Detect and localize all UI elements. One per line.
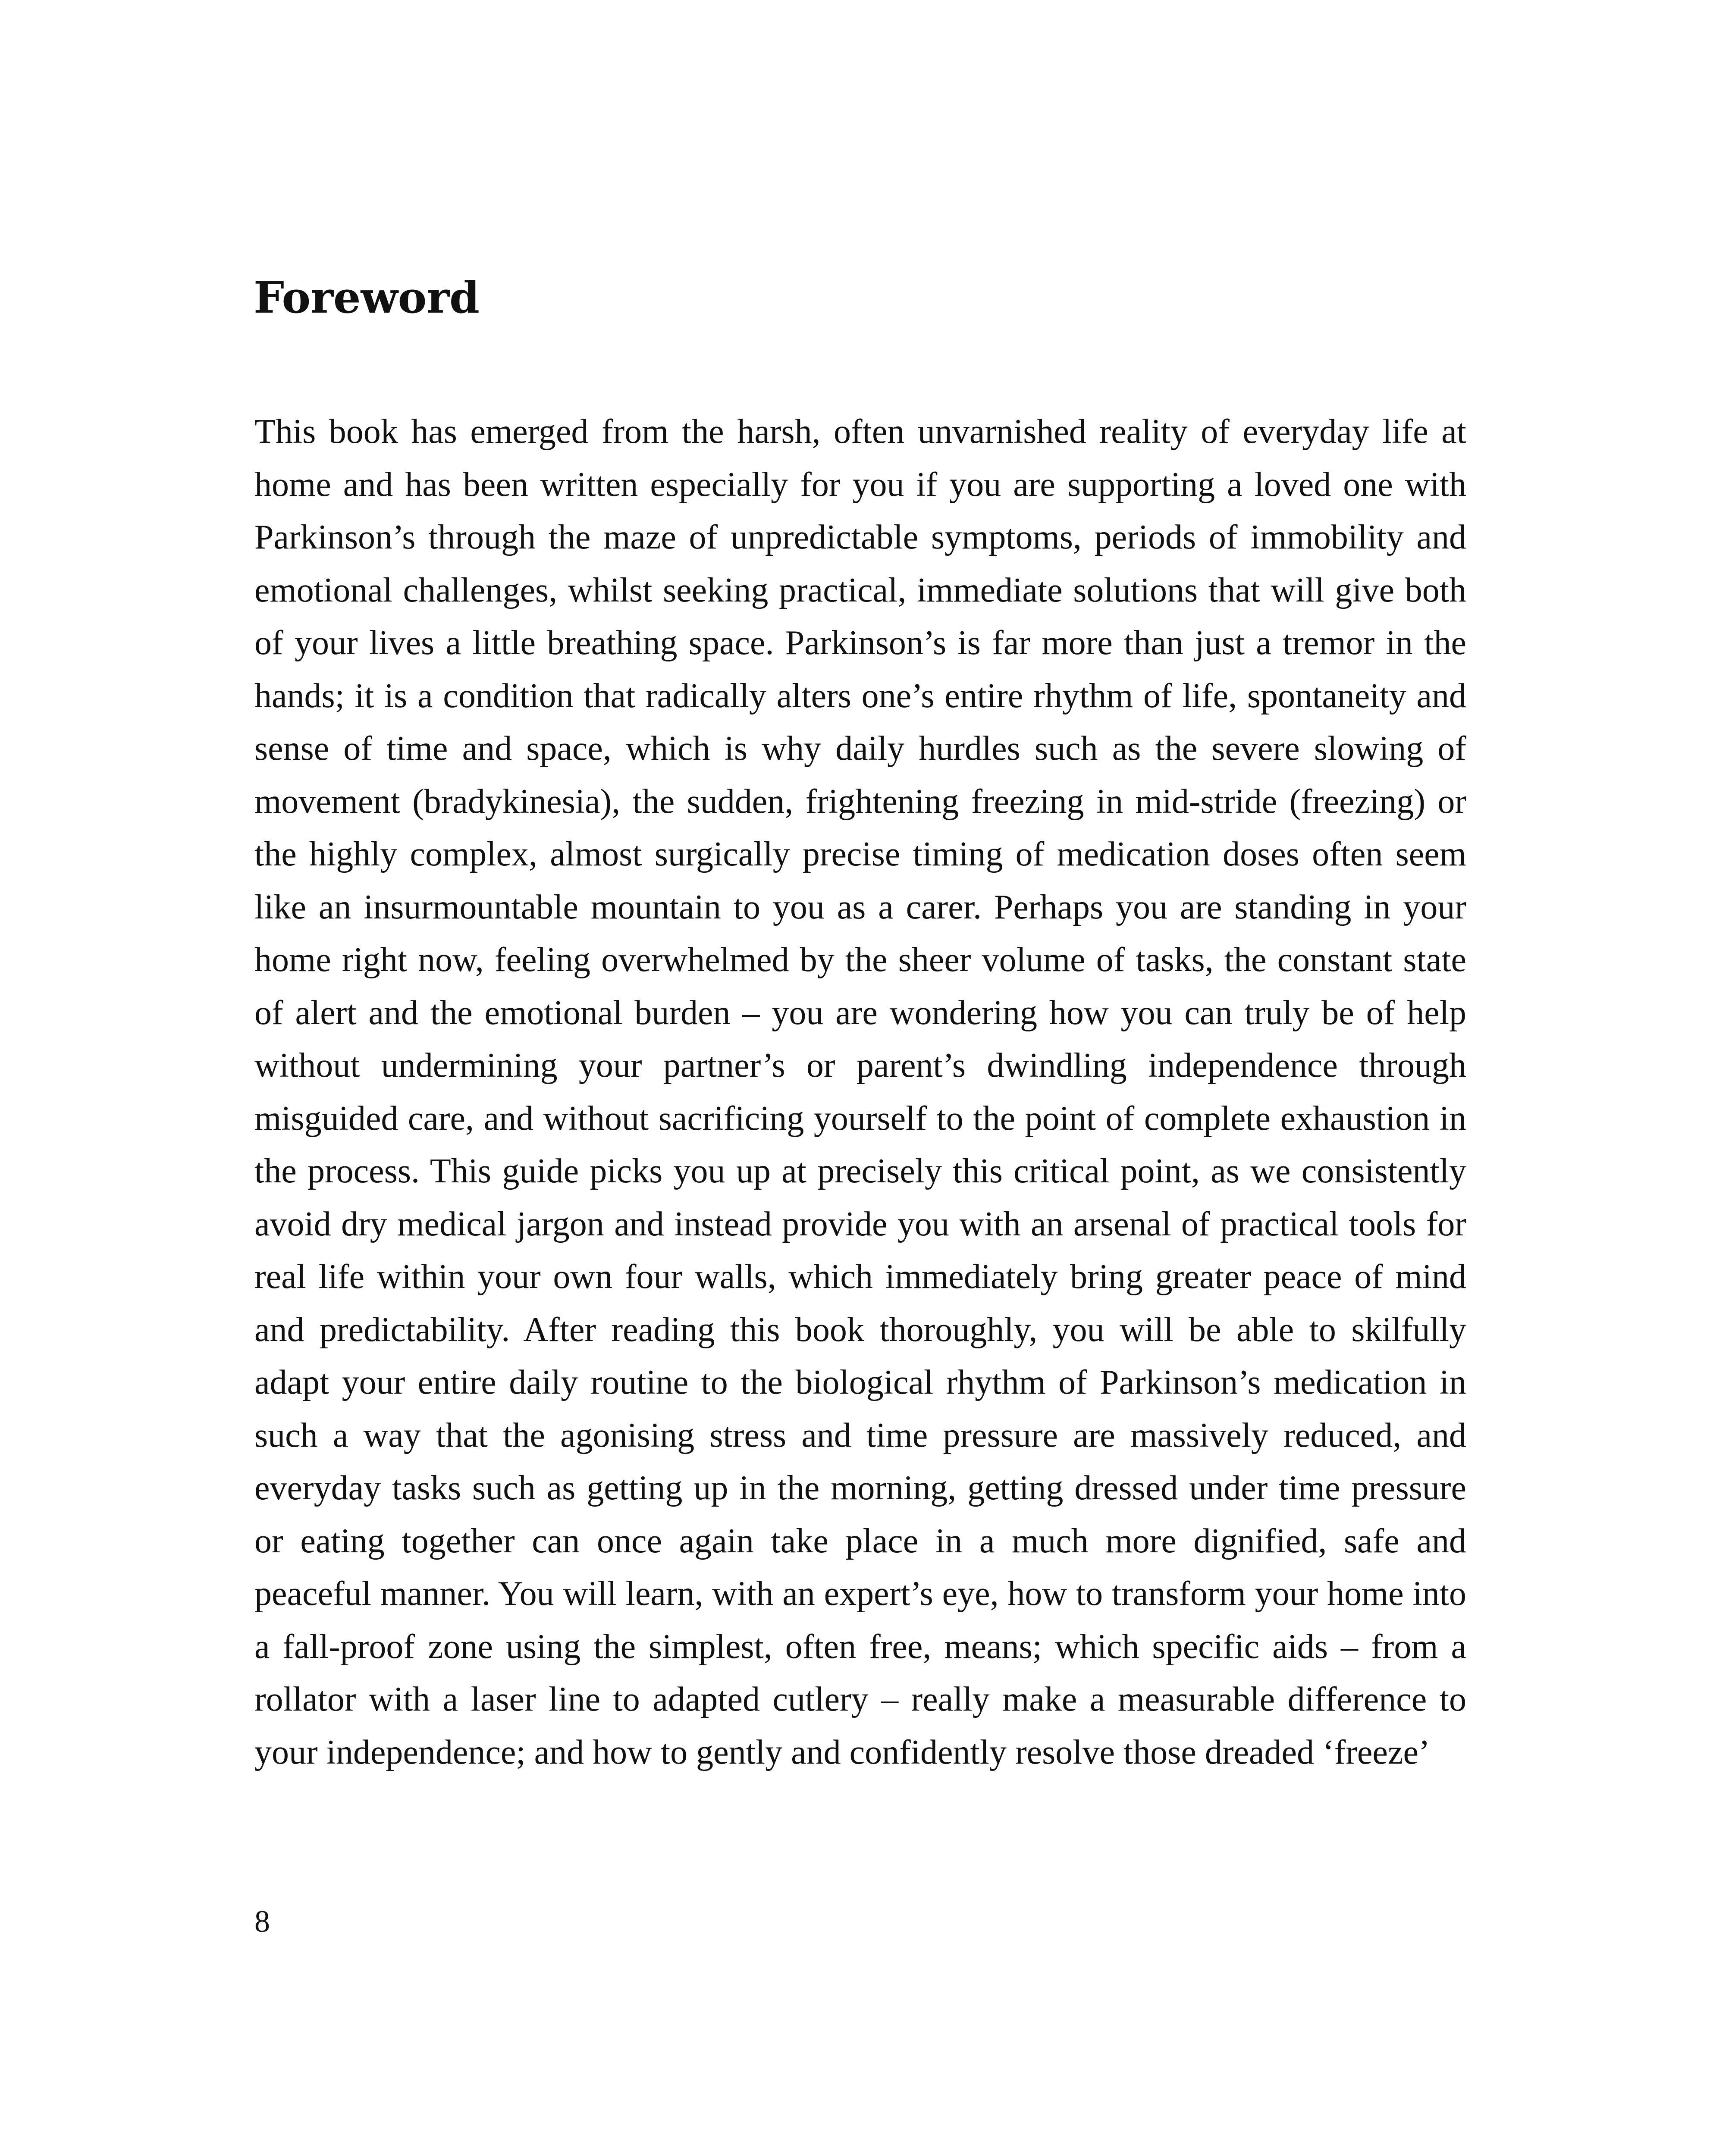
chapter-heading: Foreword	[254, 272, 480, 323]
body-paragraph: This book has emerged from the harsh, often unvarnished reality of everyday life at home and has been written especially for you if you are supporting a loved one with Parkinson’s through the maze of unpredictable symptoms, periods of immobility and emotional challenges, whilst seeking practical, immediate solutions that will give both of your lives a little breathing space. Parkinson’s is far more than just a tremor in the hands; it is a condition that radically alters one’s entire rhythm of life, spontaneity and sense of time and space, which is why daily hurdles such as the severe slowing of movement (bradykinesia), the sudden, frightening freezing in mid-stride (freezing) or the highly complex, almost surgically precise timing of medication doses often seem like an insurmountable mountain to you as a carer. Perhaps you are standing in your home right now, feeling overwhelmed by the sheer volume of tasks, the constant state of alert and the emotional burden – you are wondering how you can truly be of help without undermining your partner’s or parent’s dwindling independence through misguided care, and without sacrificing yourself to the point of complete exhaustion in the process. This guide picks you up at precisely this critical point, as we consistently avoid dry medical jargon and instead provide you with an arsenal of practical tools for real life within your own four walls, which immediately bring greater peace of mind and predictability. After reading this book thoroughly, you will be able to skilfully adapt your entire daily routine to the biological rhythm of Parkinson’s medication in such a way that the agonising stress and time pressure are massively reduced, and everyday tasks such as getting up in the morning, getting dressed under time pressure or eating together can once again take place in a much more dignified, safe and peaceful manner. You will learn, with an expert’s eye, how to transform your home into a fall-proof zone using the simplest, often free, means; which specific aids – from a rollator with a laser line to adapted cutlery – really make a measurable difference to your independence; and how to gently and confidently resolve those dreaded ‘freeze’	[254, 413, 1466, 1771]
page-number: 8	[254, 1904, 270, 1939]
